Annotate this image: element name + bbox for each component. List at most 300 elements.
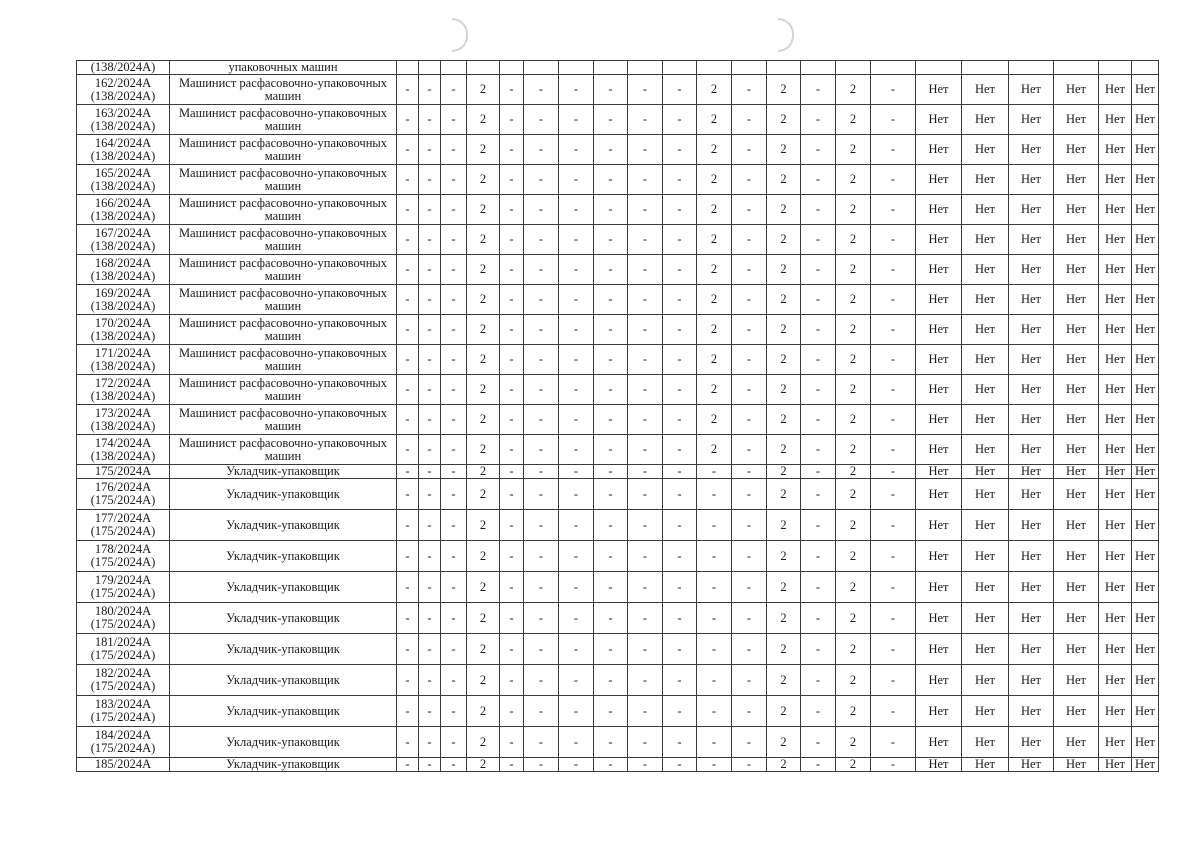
value-cell: Нет [962, 105, 1009, 135]
value-cell: - [419, 479, 441, 510]
value-cell: - [801, 345, 836, 375]
value-cell: - [732, 510, 767, 541]
value-cell: - [397, 665, 419, 696]
value-cell: Нет [962, 727, 1009, 758]
value-cell: - [628, 435, 663, 465]
value-cell: Нет [962, 255, 1009, 285]
value-cell: - [594, 345, 628, 375]
table-row [77, 758, 1159, 772]
table-row [77, 105, 1159, 135]
value-cell: - [559, 603, 594, 634]
row-code: 178/2024А (175/2024А) [77, 541, 170, 572]
value-cell: 2 [767, 405, 801, 435]
value-cell: - [871, 465, 916, 479]
value-cell: 2 [767, 195, 801, 225]
table-row [77, 541, 1159, 572]
value-cell: - [500, 105, 524, 135]
value-cell [732, 61, 767, 75]
row-profession: Машинист расфасовочно-упаковочных машин [170, 315, 397, 345]
value-cell: - [559, 285, 594, 315]
value-cell: Нет [1054, 603, 1099, 634]
value-cell: Нет [1099, 572, 1132, 603]
value-cell: - [419, 375, 441, 405]
value-cell: - [500, 135, 524, 165]
value-cell: 2 [467, 285, 500, 315]
value-cell: Нет [1132, 758, 1159, 772]
value-cell: - [524, 105, 559, 135]
value-cell: - [441, 465, 467, 479]
value-cell: Нет [1009, 634, 1054, 665]
value-cell: 2 [836, 225, 871, 255]
value-cell: 2 [836, 634, 871, 665]
value-cell: - [663, 375, 697, 405]
value-cell: Нет [1132, 510, 1159, 541]
value-cell [962, 61, 1009, 75]
value-cell: Нет [962, 435, 1009, 465]
table-row [77, 75, 1159, 105]
value-cell: 2 [467, 195, 500, 225]
row-profession: Машинист расфасовочно-упаковочных машин [170, 225, 397, 255]
value-cell: - [419, 165, 441, 195]
value-cell: - [732, 634, 767, 665]
value-cell: 2 [767, 727, 801, 758]
table-row [77, 572, 1159, 603]
value-cell: - [419, 665, 441, 696]
value-cell: - [594, 315, 628, 345]
value-cell: Нет [962, 465, 1009, 479]
value-cell: Нет [1054, 375, 1099, 405]
value-cell: 2 [467, 105, 500, 135]
table-row [77, 465, 1159, 479]
value-cell: - [419, 541, 441, 572]
value-cell: - [559, 315, 594, 345]
table-row [77, 510, 1159, 541]
value-cell: - [628, 165, 663, 195]
value-cell: - [419, 75, 441, 105]
value-cell: - [594, 541, 628, 572]
value-cell: - [594, 696, 628, 727]
row-code: 174/2024А (138/2024А) [77, 435, 170, 465]
value-cell: Нет [1099, 255, 1132, 285]
row-profession: Укладчик-упаковщик [170, 510, 397, 541]
row-code: 183/2024А (175/2024А) [77, 696, 170, 727]
value-cell: - [419, 634, 441, 665]
value-cell: - [663, 665, 697, 696]
value-cell: Нет [1009, 255, 1054, 285]
value-cell: - [628, 479, 663, 510]
row-code: 163/2024А (138/2024А) [77, 105, 170, 135]
value-cell: - [441, 315, 467, 345]
value-cell: - [871, 135, 916, 165]
value-cell: - [663, 345, 697, 375]
value-cell: - [801, 541, 836, 572]
value-cell: Нет [1054, 345, 1099, 375]
value-cell: - [419, 345, 441, 375]
value-cell: - [871, 195, 916, 225]
value-cell: 2 [767, 135, 801, 165]
table-row [77, 479, 1159, 510]
value-cell: - [801, 479, 836, 510]
value-cell: Нет [916, 696, 962, 727]
value-cell: Нет [962, 665, 1009, 696]
value-cell: - [500, 315, 524, 345]
value-cell: Нет [916, 255, 962, 285]
row-profession: Машинист расфасовочно-упаковочных машин [170, 195, 397, 225]
value-cell: - [397, 135, 419, 165]
table-row [77, 61, 1159, 75]
value-cell: 2 [767, 105, 801, 135]
value-cell: Нет [1132, 465, 1159, 479]
value-cell: - [697, 510, 732, 541]
value-cell: 2 [467, 225, 500, 255]
value-cell: Нет [962, 345, 1009, 375]
value-cell: - [594, 405, 628, 435]
value-cell: Нет [1054, 758, 1099, 772]
table-row [77, 665, 1159, 696]
value-cell: - [524, 75, 559, 105]
value-cell: - [419, 572, 441, 603]
value-cell: - [801, 465, 836, 479]
value-cell: - [732, 375, 767, 405]
value-cell: - [697, 758, 732, 772]
value-cell [1132, 61, 1159, 75]
value-cell: 2 [467, 727, 500, 758]
value-cell: Нет [1009, 135, 1054, 165]
value-cell: 2 [836, 727, 871, 758]
value-cell: - [397, 603, 419, 634]
value-cell: 2 [836, 375, 871, 405]
value-cell: 2 [697, 285, 732, 315]
value-cell: 2 [467, 758, 500, 772]
value-cell: Нет [1054, 572, 1099, 603]
value-cell: - [559, 165, 594, 195]
value-cell [871, 61, 916, 75]
value-cell: Нет [1099, 375, 1132, 405]
row-profession: Укладчик-упаковщик [170, 572, 397, 603]
value-cell: - [559, 479, 594, 510]
value-cell: - [871, 665, 916, 696]
value-cell: - [500, 465, 524, 479]
value-cell: 2 [767, 510, 801, 541]
value-cell: Нет [916, 405, 962, 435]
value-cell: - [871, 165, 916, 195]
value-cell: Нет [1132, 665, 1159, 696]
value-cell: Нет [1054, 541, 1099, 572]
value-cell: Нет [962, 479, 1009, 510]
value-cell: - [732, 135, 767, 165]
value-cell: 2 [467, 435, 500, 465]
value-cell: Нет [1054, 255, 1099, 285]
row-profession: Укладчик-упаковщик [170, 696, 397, 727]
value-cell: - [801, 105, 836, 135]
row-profession: Укладчик-упаковщик [170, 541, 397, 572]
value-cell: - [441, 345, 467, 375]
value-cell: Нет [1009, 195, 1054, 225]
value-cell: - [594, 225, 628, 255]
value-cell: 2 [467, 375, 500, 405]
value-cell: 2 [697, 315, 732, 345]
value-cell [697, 61, 732, 75]
value-cell: - [871, 696, 916, 727]
value-cell: Нет [1132, 345, 1159, 375]
value-cell: - [732, 75, 767, 105]
value-cell: Нет [1099, 435, 1132, 465]
row-profession: Машинист расфасовочно-упаковочных машин [170, 435, 397, 465]
value-cell [419, 61, 441, 75]
value-cell: Нет [1099, 315, 1132, 345]
value-cell: Нет [916, 634, 962, 665]
value-cell: Нет [962, 135, 1009, 165]
value-cell: - [697, 727, 732, 758]
value-cell: - [524, 727, 559, 758]
value-cell: 2 [836, 345, 871, 375]
value-cell: 2 [697, 165, 732, 195]
value-cell: - [594, 135, 628, 165]
value-cell: - [628, 603, 663, 634]
value-cell: - [801, 255, 836, 285]
value-cell: - [524, 696, 559, 727]
value-cell: Нет [1009, 510, 1054, 541]
value-cell: - [500, 572, 524, 603]
value-cell: - [500, 510, 524, 541]
value-cell: - [524, 315, 559, 345]
value-cell [628, 61, 663, 75]
value-cell: - [871, 572, 916, 603]
value-cell: Нет [1009, 345, 1054, 375]
value-cell: - [594, 572, 628, 603]
value-cell: 2 [697, 105, 732, 135]
value-cell: 2 [467, 634, 500, 665]
value-cell: - [559, 465, 594, 479]
value-cell: - [441, 541, 467, 572]
value-cell: - [801, 75, 836, 105]
value-cell: Нет [916, 285, 962, 315]
value-cell: 2 [697, 435, 732, 465]
value-cell [500, 61, 524, 75]
value-cell: - [628, 75, 663, 105]
value-cell: - [397, 696, 419, 727]
value-cell: - [524, 479, 559, 510]
value-cell: Нет [1099, 135, 1132, 165]
value-cell: - [559, 510, 594, 541]
value-cell: 2 [467, 479, 500, 510]
value-cell: - [397, 405, 419, 435]
value-cell: - [500, 727, 524, 758]
value-cell: 2 [836, 696, 871, 727]
value-cell: Нет [962, 634, 1009, 665]
value-cell: - [419, 255, 441, 285]
value-cell: Нет [1099, 665, 1132, 696]
value-cell: - [732, 165, 767, 195]
value-cell: - [594, 665, 628, 696]
value-cell [916, 61, 962, 75]
value-cell: - [419, 225, 441, 255]
table-row [77, 315, 1159, 345]
value-cell: - [559, 345, 594, 375]
value-cell: - [594, 465, 628, 479]
value-cell: - [594, 634, 628, 665]
value-cell: 2 [767, 603, 801, 634]
value-cell: - [871, 345, 916, 375]
value-cell: - [871, 105, 916, 135]
value-cell: - [594, 479, 628, 510]
value-cell: Нет [916, 375, 962, 405]
value-cell: 2 [467, 603, 500, 634]
value-cell: - [663, 405, 697, 435]
value-cell: 2 [836, 435, 871, 465]
value-cell: - [524, 465, 559, 479]
value-cell: - [441, 405, 467, 435]
value-cell: - [871, 75, 916, 105]
value-cell: Нет [1132, 572, 1159, 603]
value-cell: - [663, 510, 697, 541]
value-cell: - [441, 479, 467, 510]
value-cell: Нет [962, 285, 1009, 315]
value-cell: - [419, 696, 441, 727]
row-profession: Машинист расфасовочно-упаковочных машин [170, 285, 397, 315]
row-code: (138/2024А) [77, 61, 170, 75]
value-cell: Нет [1054, 405, 1099, 435]
value-cell: - [663, 435, 697, 465]
value-cell: 2 [467, 510, 500, 541]
value-cell: - [524, 435, 559, 465]
value-cell: Нет [1009, 405, 1054, 435]
value-cell: Нет [962, 195, 1009, 225]
value-cell: - [628, 465, 663, 479]
value-cell: - [628, 758, 663, 772]
value-cell: - [801, 285, 836, 315]
value-cell: 2 [467, 465, 500, 479]
value-cell: Нет [1132, 255, 1159, 285]
value-cell: - [663, 634, 697, 665]
value-cell: - [500, 758, 524, 772]
row-profession: Укладчик-упаковщик [170, 634, 397, 665]
value-cell: - [524, 135, 559, 165]
row-code: 175/2024А [77, 465, 170, 479]
value-cell: 2 [836, 665, 871, 696]
value-cell: - [441, 375, 467, 405]
value-cell: - [500, 345, 524, 375]
value-cell: - [441, 105, 467, 135]
value-cell: 2 [467, 572, 500, 603]
value-cell: - [524, 195, 559, 225]
value-cell: - [801, 510, 836, 541]
value-cell: - [500, 165, 524, 195]
value-cell [663, 61, 697, 75]
value-cell: - [419, 105, 441, 135]
table-row [77, 696, 1159, 727]
value-cell: - [559, 572, 594, 603]
row-profession: Укладчик-упаковщик [170, 603, 397, 634]
value-cell: - [559, 405, 594, 435]
value-cell: - [559, 634, 594, 665]
value-cell: 2 [697, 75, 732, 105]
value-cell: - [524, 603, 559, 634]
value-cell: Нет [962, 315, 1009, 345]
value-cell: Нет [1009, 727, 1054, 758]
value-cell: - [419, 435, 441, 465]
value-cell: Нет [1009, 165, 1054, 195]
value-cell: 2 [836, 165, 871, 195]
value-cell: - [732, 225, 767, 255]
value-cell: Нет [1099, 465, 1132, 479]
value-cell: Нет [1132, 195, 1159, 225]
value-cell: - [500, 375, 524, 405]
value-cell: - [397, 510, 419, 541]
value-cell: - [628, 105, 663, 135]
value-cell: Нет [916, 165, 962, 195]
value-cell: Нет [1132, 435, 1159, 465]
value-cell: Нет [916, 345, 962, 375]
value-cell: - [419, 405, 441, 435]
value-cell: - [500, 285, 524, 315]
value-cell: - [732, 665, 767, 696]
value-cell: - [397, 165, 419, 195]
value-cell: - [663, 75, 697, 105]
value-cell: Нет [916, 435, 962, 465]
value-cell: - [732, 105, 767, 135]
row-profession: Укладчик-упаковщик [170, 758, 397, 772]
value-cell [524, 61, 559, 75]
value-cell: - [594, 255, 628, 285]
value-cell: - [663, 696, 697, 727]
value-cell: 2 [467, 541, 500, 572]
value-cell: - [397, 255, 419, 285]
value-cell: - [500, 479, 524, 510]
value-cell: 2 [697, 345, 732, 375]
value-cell: 2 [836, 603, 871, 634]
value-cell: - [524, 541, 559, 572]
value-cell: Нет [1054, 285, 1099, 315]
value-cell: - [628, 255, 663, 285]
value-cell: - [559, 696, 594, 727]
value-cell: Нет [962, 405, 1009, 435]
value-cell: Нет [1054, 727, 1099, 758]
value-cell: - [628, 665, 663, 696]
value-cell: - [397, 758, 419, 772]
row-profession: Машинист расфасовочно-упаковочных машин [170, 375, 397, 405]
value-cell: 2 [767, 255, 801, 285]
row-code: 164/2024А (138/2024А) [77, 135, 170, 165]
value-cell: - [663, 165, 697, 195]
value-cell: - [441, 727, 467, 758]
value-cell: - [559, 225, 594, 255]
value-cell: - [801, 375, 836, 405]
value-cell: - [628, 572, 663, 603]
value-cell: - [594, 510, 628, 541]
value-cell: - [697, 696, 732, 727]
value-cell: Нет [1132, 225, 1159, 255]
value-cell: Нет [1132, 165, 1159, 195]
value-cell: - [441, 165, 467, 195]
value-cell: - [441, 285, 467, 315]
value-cell: - [697, 634, 732, 665]
row-code: 169/2024А (138/2024А) [77, 285, 170, 315]
value-cell: - [397, 285, 419, 315]
value-cell: Нет [916, 510, 962, 541]
value-cell: Нет [1099, 727, 1132, 758]
row-code: 176/2024А (175/2024А) [77, 479, 170, 510]
row-profession: Укладчик-упаковщик [170, 727, 397, 758]
value-cell: - [871, 758, 916, 772]
value-cell: - [419, 315, 441, 345]
punch-hole-right [778, 18, 794, 52]
value-cell: Нет [1054, 165, 1099, 195]
value-cell: 2 [697, 135, 732, 165]
value-cell: Нет [1099, 225, 1132, 255]
value-cell: 2 [467, 315, 500, 345]
value-cell: 2 [836, 135, 871, 165]
